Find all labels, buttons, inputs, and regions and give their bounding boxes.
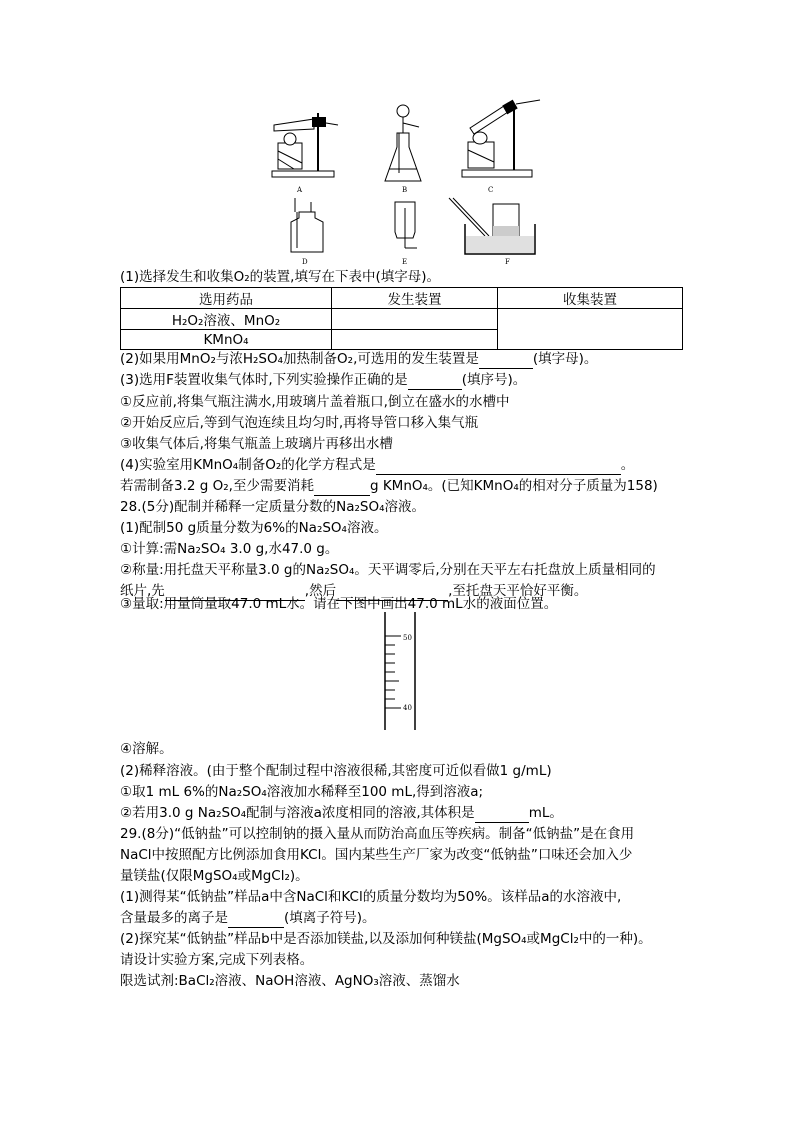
q27-part2 [120,350,597,369]
apparatus-b [383,103,423,185]
apparatus-figure [265,98,545,268]
label-d: D [302,258,308,266]
q29-line-7: 请设计实验方案,完成下列表格。 [120,952,314,968]
q29-line-5-text: 含量最多的离子是 [120,910,228,926]
q28-weigh-cont-b: ,然后 [304,583,337,599]
apparatus-e [387,198,423,254]
apparatus-f [445,196,537,256]
q27-part2-hint: (填字母)。 [532,351,598,367]
q27-part5-hint: g KMnO₄。(已知KMnO₄的相对分子质量为158) [369,478,658,494]
q29-line-1: 29.(8分)“低钠盐”可以控制钠的摄入量从而防治高血压等疾病。制备“低钠盐”是在食用 [120,826,635,842]
q27-option-2: ②开始反应后,等到气泡连续且均匀时,再将导管口移入集气瓶 [120,415,479,431]
row-h2o2: H₂O₂溶液、MnO₂ [121,309,332,330]
header-collector: 收集装置 [498,288,683,309]
label-b: B [402,186,408,194]
q28-measure: ③量取:用量筒量取47.0 mL水。请在下图中画出47.0 mL水的液面位置。 [120,596,558,612]
q28-weigh-cont-a: 纸片,先 [120,583,165,599]
q27-part4 [120,456,634,475]
q27-part3-text: (3)选用F装置收集气体时,下列实验操作正确的是 [120,372,408,388]
q29-line-6: (2)探究某“低钠盐”样品b中是否添加镁盐,以及添加何种镁盐(MgSO₄或MgCl₂中的一种)。 [120,931,652,947]
answer-blank[interactable] [475,804,529,823]
q29-line-3: 量镁盐(仅限MgSO₄或MgCl₂)。 [120,868,309,884]
q28-weigh-cont-c: ,至托盘天平恰好平衡。 [448,583,588,599]
q29-line-5 [120,909,376,928]
graduated-cylinder[interactable] [375,612,435,732]
q27-part5-text: 若需制备3.2 g O₂,至少需要消耗 [120,478,314,494]
q27-part2-text: (2)如果用MnO₂与浓H₂SO₄加热制备O₂,可选用的发生装置是 [120,351,479,367]
q27-option-1: ①反应前,将集气瓶注满水,用玻璃片盖着瓶口,倒立在盛水的水槽中 [120,394,510,410]
apparatus-c [460,98,545,185]
answer-blank[interactable] [376,456,621,475]
header-generator: 发生装置 [332,288,498,309]
q27-part1: (1)选择发生和收集O₂的装置,填写在下表中(填字母)。 [120,269,440,285]
q29-line-5-hint: (填离子符号)。 [284,910,376,926]
apparatus-d [287,198,327,254]
q28-step1: (1)配制50 g质量分数为6%的Na₂SO₄溶液。 [120,520,388,536]
answer-cell-collect[interactable] [498,309,683,350]
answer-blank[interactable] [408,371,462,390]
q27-part3 [120,371,526,390]
label-f: F [505,258,510,266]
q27-option-3: ③收集气体后,将集气瓶盖上玻璃片再移出水槽 [120,436,393,452]
header-reagent: 选用药品 [121,288,332,309]
apparatus-a [270,103,340,185]
q27-part3-hint: (填序号)。 [461,372,527,388]
q27-part5 [120,477,658,496]
q27-part4-text: (4)实验室用KMnO₄制备O₂的化学方程式是 [120,457,376,473]
q29-line-4: (1)测得某“低钠盐”样品a中含NaCl和KCl的质量分数均为50%。该样品a的水溶液中, [120,889,622,905]
answer-cell-gen-1[interactable] [332,309,498,330]
q28-dilute-2-text: ②若用3.0 g Na₂SO₄配制与溶液a浓度相同的溶液,其体积是 [120,805,475,821]
q29-line-2: NaCl中按照配方比例添加食用KCl。国内某些生产厂家为改变“低钠盐”口味还会加入少 [120,847,633,863]
q28-dilute-1: ①取1 mL 6%的Na₂SO₄溶液加水稀释至100 mL,得到溶液a; [120,784,484,800]
answer-blank[interactable] [479,350,533,369]
answer-blank[interactable] [314,477,370,496]
q28-title: 28.(5分)配制并稀释一定质量分数的Na₂SO₄溶液。 [120,499,425,515]
cylinder-ticks [385,636,401,708]
tick-label-40: 40 [403,704,412,712]
row-kmno4: KMnO₄ [121,330,332,350]
q28-calc: ①计算:需Na₂SO₄ 3.0 g,水47.0 g。 [120,541,339,557]
q28-dilute-2-unit: mL。 [528,805,563,821]
q28-step2: (2)稀释溶液。(由于整个配制过程中溶液很稀,其密度可近似看做1 g/mL) [120,763,552,779]
answer-cell-gen-2[interactable] [332,330,498,350]
label-e: E [402,258,408,266]
label-a: A [297,186,303,194]
tick-label-50: 50 [403,634,412,642]
label-c: C [488,186,494,194]
q28-weigh: ②称量:用托盘天平称量3.0 g的Na₂SO₄。天平调零后,分别在天平左右托盘放上质量相同的 [120,562,656,578]
apparatus-selection-table [120,287,683,350]
answer-blank[interactable] [228,909,284,928]
q28-dilute-2 [120,804,563,823]
q27-part4-end: 。 [620,457,635,473]
q28-dissolve: ④溶解。 [120,741,173,757]
q29-line-8: 限选试剂:BaCl₂溶液、NaOH溶液、AgNO₃溶液、蒸馏水 [120,973,460,989]
